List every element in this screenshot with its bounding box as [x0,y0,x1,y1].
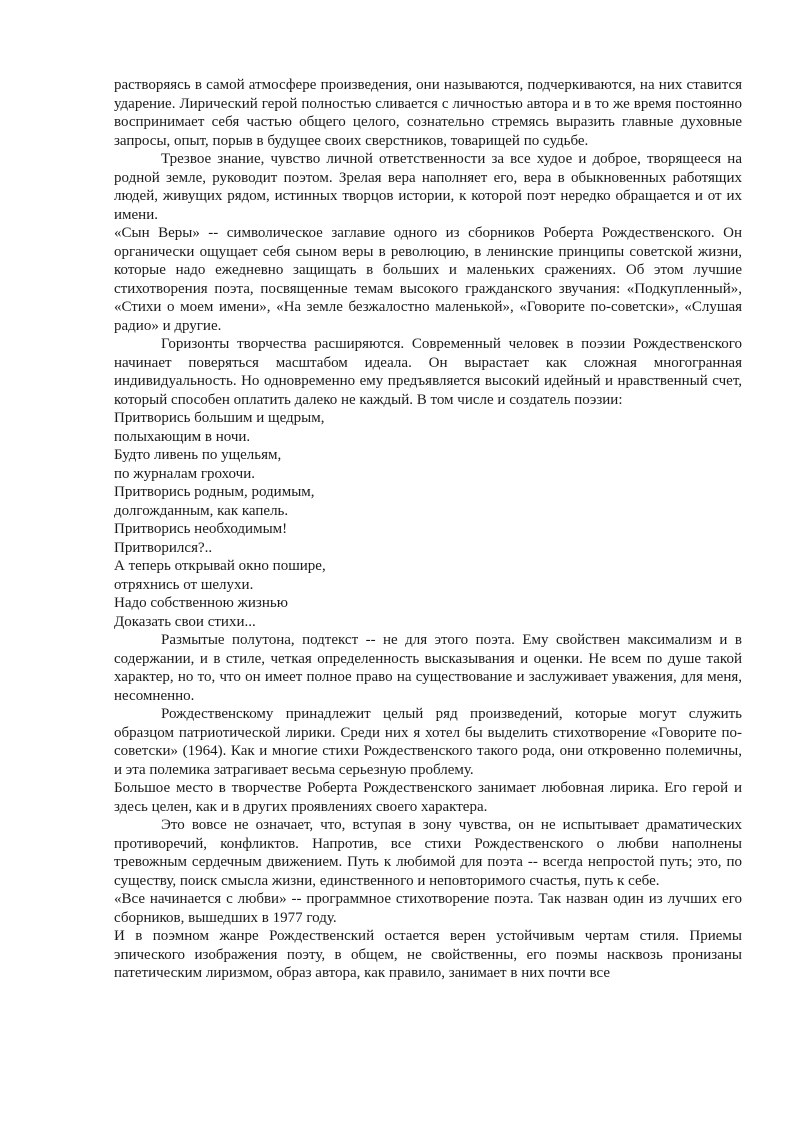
poem-line: Надо собственною жизнью [114,595,288,611]
poem-line: отряхнись от шелухи. [114,576,254,593]
paragraph: «Сын Веры» -- символическое заглавие одного из сборников Роберта Рождественского. Он органически ощущает себя сыном веры в революцию, в ленинские принципы советской жизни, которые надо ежедневно защищать в больших и маленьких сражениях. Об этом лучшие стихотворения поэта, посвященные темам высокого гражданского звучания: «Подкупленный», «Стихи о моем имени», «На земле безжалостно маленькой», «Говорите по-советски», «Слушая радио» и другие. [114,225,742,334]
poem-line: А теперь открывай окно пошире, [114,558,326,574]
poem-line: долгожданным, как капель. [114,502,289,519]
document-page [114,76,742,983]
paragraph: Трезвое знание, чувство личной ответственности за все худое и доброе, творящееся на родной земле, руководит поэтом. Зрелая вера наполняет его, вера в обыкновенных работящих людей, живущих рядом, истинных творцов истории, к которой поэт нередко обращается и от их имени. [114,151,742,223]
paragraph: Большое место в творчестве Роберта Рождественского занимает любовная лирика. Его герой и здесь целен, как и в других проявлениях своего характера. [114,780,742,815]
paragraph: Горизонты творчества расширяются. Современный человек в поэзии Рождественского начинает поверяться масштабом идеала. Он вырастает как сложная многогранная индивидуальность. Но одновременно ему предъявляется высокий идейный и нравственный счет, который способен оплатить далеко не каждый. В том числе и создатель поэзии: [114,336,742,408]
paragraph: «Все начинается с любви» -- программное стихотворение поэта. Так назван один из лучших его сборников, вышедших в 1977 году. [114,891,742,926]
poem-line: Притворись большим и щедрым, [114,410,325,426]
poem-line: по журналам грохочи. [114,465,255,482]
paragraph: И в поэмном жанре Рождественский остается верен устойчивым чертам стиля. Приемы эпического изображения поэту, в общем, не свойственны, его поэмы насквозь пронизаны патетическим лиризмом, образ автора, как правило, занимает в них почти все [114,928,742,981]
poem-line: Притворись необходимым! [114,521,288,537]
poem-line: Будто ливень по ущельям, [114,447,282,463]
paragraph: растворяясь в самой атмосфере произведения, они называются, подчеркиваются, на них ставится ударение. Лирический герой полностью сливается с личностью автора и в то же время постоянно воспринимает себя частью общего целого, сознательно стремясь выразить главные духовные запросы, опыт, порыв в будущее своих сверстников, товарищей по судьбе. [114,77,742,149]
poem-line: Притворись родным, родимым, [114,484,315,500]
poem-excerpt [114,409,742,631]
poem-line: полыхающим в ночи. [114,428,251,445]
poem-line: Притворился?.. [114,539,213,556]
paragraph: Размытые полутона, подтекст -- не для этого поэта. Ему свойствен максимализм и в содержании, и в стиле, четкая определенность высказывания и оценки. Не всем по душе такой характер, но то, что он имеет полное право на существование и заслуживает уважения, для меня, несомненно. [114,632,742,704]
paragraph: Рождественскому принадлежит целый ряд произведений, которые могут служить образцом патриотической лирики. Среди них я хотел бы выделить стихотворение «Говорите по-советски» (1964). Как и многие стихи Рождественского такого рода, они откровенно полемичны, и эта полемика затрагивает весьма серьезную проблему. [114,706,742,778]
poem-line: Доказать свои стихи... [114,613,256,630]
paragraph: Это вовсе не означает, что, вступая в зону чувства, он не испытывает драматических противоречий, конфликтов. Напротив, все стихи Рождественского о любви наполнены тревожным сердечным движением. Путь к любимой для поэта -- всегда непростой путь; это, по существу, поиск смысла жизни, единственного и неповторимого счастья, путь к себе. [114,817,742,889]
